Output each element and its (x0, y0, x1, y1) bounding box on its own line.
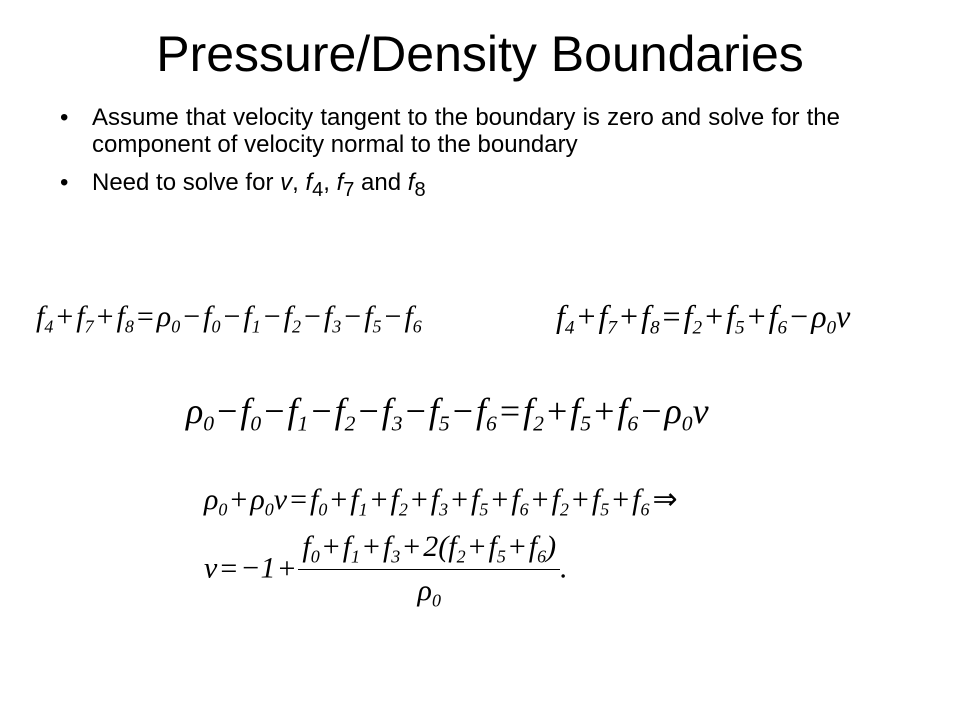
bullet-text: Assume that velocity tangent to the boundary is zero and solve for the component of velocity normal to the boundary (92, 104, 840, 158)
bullet-list (60, 104, 840, 204)
bullet-item (60, 169, 840, 204)
equation-sum-f4-f7-f8-density: $f_4 + f_7 + f_8 = \rho_0 - f_0 - f_1 - f_2 - f_3 - f_5 - f_6$ (36, 300, 422, 337)
bullet-item (60, 104, 840, 158)
fraction-numerator: $f_0 + f_1 + f_3 + 2(f_2 + f_5 + f_6)$ (298, 532, 560, 570)
equation-rearranged: $\rho_0 + \rho_0v = f_0 + f_1 + f_2 + f_3 + f_5 + f_6 + f_2 + f_5 + f_6$ ⇒ (204, 483, 678, 520)
fraction-denominator: $\rho_0$ (417, 574, 441, 611)
equation-sum-f4-f7-f8-momentum: $f_4+f_7+f_8=f_2+f_5+f_6-\rho_0v$ (556, 298, 851, 339)
bullet-mark: • (60, 104, 69, 131)
slide-title: Pressure/Density Boundaries (156, 26, 804, 82)
bullet-text: Need to solve for v, $f_4$, $f_7$ and $f_8$ (92, 169, 426, 201)
bullet-mark: • (60, 169, 69, 196)
velocity-fraction (298, 532, 560, 610)
equation-combined: $\rho_0-f_0-f_1-f_2-f_3-f_5-f_6=f_2+f_5+f_6-\rho_0v$ (186, 391, 709, 436)
equation-velocity-solution: v = −1 + $\frac{f_0 + f_1 + f_3 + 2(f_2 + f_5 + f_6)}{\rho_0}$ . (204, 530, 568, 611)
